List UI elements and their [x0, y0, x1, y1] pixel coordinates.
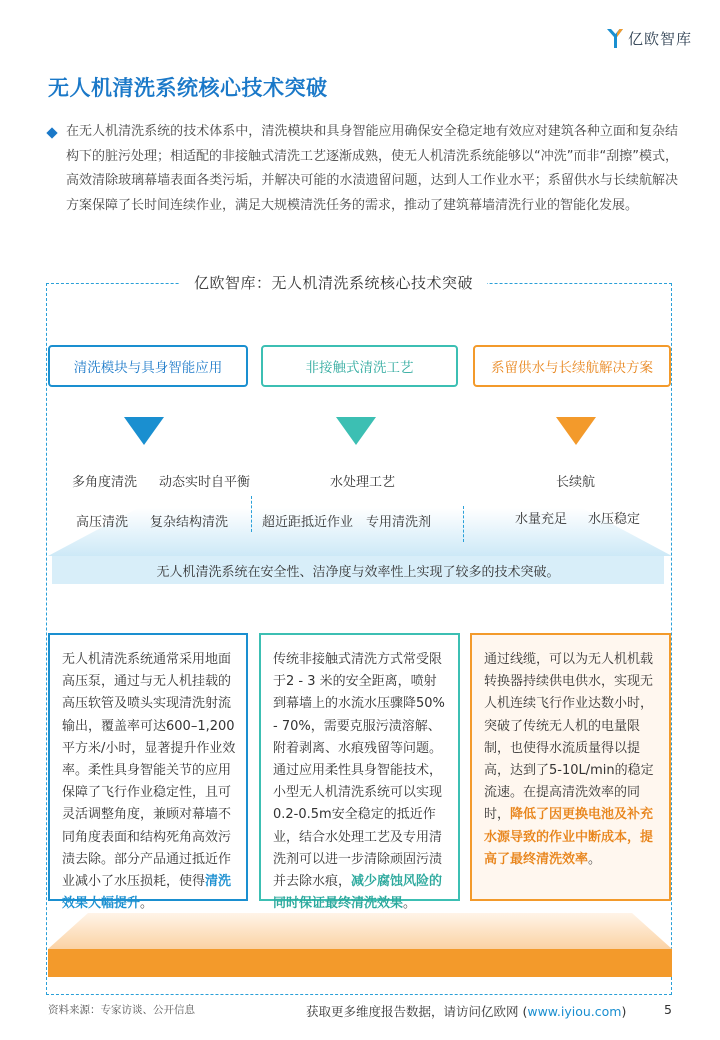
intro-paragraph: 在无人机清洗系统的技术体系中，清洗模块和具身智能应用确保安全稳定地有效应对建筑各种立面和复杂结构下的脏污处理；相适配的非接触式清洗工艺逐渐成熟，使无人机清洗系统能够以“冲洗”而非“刮擦”模式，高效清除玻璃幕墙表面各类污垢，并解决可能的水渍遗留问题，达到人工作业水平；系留供水与长续航解决方案保障了长时间连续作业，满足大规模清洗任务的需求，推动了建筑幕墙清洗行业的智能化发展。	[66, 124, 678, 213]
down-arrow-icon-teal	[336, 417, 376, 445]
keyword-high-pressure: 高压清洗	[76, 515, 129, 530]
keyword-water-pressure: 水压稳定	[588, 512, 641, 527]
detail-highlight: 降低了因更换电池及补充水源导致的作业中断成本，提高了最终清洗效率	[484, 807, 654, 867]
keyword-water-treatment: 水处理工艺	[330, 475, 396, 490]
down-arrow-icon-blue	[124, 417, 164, 445]
keyword-close-range: 超近距抵近作业	[262, 515, 354, 530]
keyword-multi-angle: 多角度清洗	[72, 475, 138, 490]
keyword-water-volume: 水量充足	[515, 512, 568, 527]
detail-highlight: 减少腐蚀风险的同时保证最终清洗效果	[273, 874, 443, 912]
down-arrow-icon-orange	[556, 417, 596, 445]
diamond-bullet-icon	[46, 127, 57, 138]
brand-logo-icon	[606, 27, 624, 49]
footer-cta-suffix: )	[621, 1004, 627, 1019]
detail-text: 传统非接触式清洗方式常受限于2 - 3 米的安全距离，喷射到幕墙上的水流水压骤降50% - 70%，需要克服污渍溶解、附着剥离、水痕残留等问题。通过应用柔性具身智能技术，小型无人机清洗系统可以实现0.2-0.5m安全稳定的抵近作业，结合水处理工艺及专用清洗剂可以进一步清除顽固污渍并去除水痕，	[273, 652, 445, 890]
brand-logo	[606, 26, 692, 50]
detail-box-cleaning-module	[48, 633, 248, 912]
keyword-complex-structure: 复杂结构清洗	[150, 515, 229, 530]
page-number: 5	[664, 1002, 672, 1017]
detail-text: 通过线缆，可以为无人机机载转换器持续供电供水，实现无人机连续飞行作业达数小时，突破了传统无人机的电量限制，也使得水流质量得以提高，达到了5-10L/min的稳定流速。在提高清洗效率的同时，	[484, 652, 654, 823]
divider-left	[251, 496, 252, 532]
footer-cta-text: 获取更多维度报告数据，请访问亿欧网 (	[306, 1004, 528, 1019]
keyword-detergent: 专用清洗剂	[366, 515, 432, 530]
divider-right	[463, 506, 464, 542]
footer-link[interactable]: www.iyiou.com	[527, 1004, 622, 1019]
footer-cta	[306, 1002, 626, 1020]
bottom-platform-shape	[48, 913, 672, 977]
summary-band: 无人机清洗系统在安全性、洁净度与效率性上实现了较多的技术突破。	[52, 556, 664, 584]
column-header-cleaning-module: 清洗模块与具身智能应用	[48, 345, 248, 387]
diagram-title: 亿欧智库：无人机清洗系统核心技术突破	[180, 272, 487, 293]
detail-text: 无人机清洗系统通常采用地面高压泵，通过与无人机挂载的高压软管及喷头实现清洗射流输出，覆盖率可达600–1,200平方米/小时，显著提升作业效率。柔性具身智能关节的应用保障了飞行作业稳定性，且可灵活调整角度，兼顾对幕墙不同角度表面和结构死角高效污渍去除。部分产品通过抵近作业减小了水压损耗，使得	[62, 652, 236, 890]
keyword-long-endurance: 长续航	[556, 475, 596, 490]
brand-name: 亿欧智库	[627, 29, 692, 48]
column-header-non-contact: 非接触式清洗工艺	[261, 345, 458, 387]
detail-box-tethered-supply	[470, 633, 671, 901]
detail-tail: 。	[140, 896, 154, 912]
keyword-self-balance: 动态实时自平衡	[159, 475, 251, 490]
detail-box-non-contact	[259, 633, 460, 912]
detail-highlight: 清洗效果大幅提升	[62, 874, 232, 912]
detail-tail: 。	[588, 851, 602, 867]
column-header-tethered-supply: 系留供水与长续航解决方案	[473, 345, 671, 387]
platform-shape	[48, 508, 672, 556]
page-title: 无人机清洗系统核心技术突破	[48, 76, 328, 100]
detail-tail: 。	[403, 896, 417, 912]
source-note: 资料来源：专家访谈、公开信息	[48, 1004, 195, 1016]
